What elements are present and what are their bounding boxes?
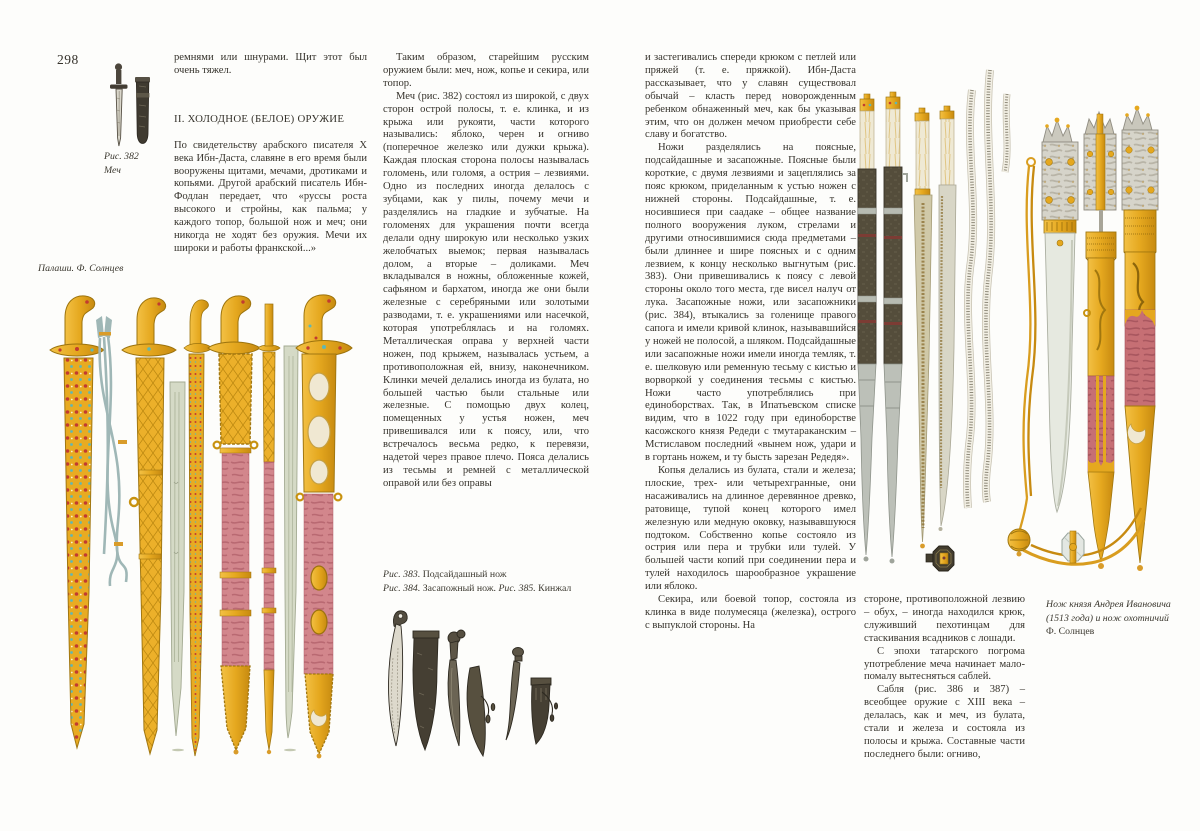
middle-column [383, 52, 589, 491]
crystal-bead [1062, 531, 1084, 563]
caption-artist: Ф. Солнцев [1046, 626, 1095, 637]
palash-gold-crimson [208, 296, 260, 755]
belt-knife-dark-scabbard-2 [884, 92, 907, 564]
sword-and-scabbard-drawing [106, 58, 158, 150]
caption-line1: Нож князя Андрея Ивановича [1046, 599, 1171, 610]
paragraph: Меч (рис. 382) состоял из широкой, с двух сторон острой полосы, т. е. клинка, и из крыжа или рукояти, части которого назывались: яблоко, черен и огниво (поперечное железко или дужки крыжа). Каждая плоская сторона полосы называлась голомень, или голомя, а острия – лезвиями. Одно из последних иногда делалось с зубцами, как у пилы, почему мечи и разделялись на гладкие и зубчатые. На голоменях для украшения почти всегда делали одну широкую или несколько узких желобчатых выемок; первая называлась долом, а вторые – доликами. Меч вкладывался в ножны, обложенные кожей, сафьяном и бархатом, иногда же они были железные с серебряными или золотыми разводами, т. е. украшениями или насечкой, которая употреблялась и на голомях. Металлическая оправа у верхней части ножен, под крыжем, называлась устьем, а противоположная ей, внизу, наконечником. Клинки мечей делались иногда из булата, но большей частью были стальные или железные. С помощью двух колец, помещенных у устья ножен, меч привешивался или к поясу, или, что встречалось весьма редко, к перевязи, надетой через правое плечо. Пояса делались из тесьмы и ремней с металлической оправой или без оправы [383, 90, 589, 489]
paragraph: и застегивались спереди крюком с петлей или пряжей (т. е. пряжкой). Ибн-Даста рассказывает, что у славян существовал обычай – класть перед новорожденным ребенком обнаженный меч, как бы указывая этим, что он должен мечом приобрести себе славу и богатство. [645, 52, 856, 141]
palashi-plate-caption: Палаши. Ф. Солнцев [38, 263, 124, 274]
knives-plate-caption [1046, 598, 1196, 639]
inscribed-blade-strips [967, 70, 1007, 508]
paragraph: Секира, или боевой топор, состояла из клинка в виде полумесяца (железка), острого с выпуклой стороны. На [645, 594, 856, 631]
fig385-ref: Рис. 385. [498, 583, 536, 594]
right-column-2 [864, 594, 1025, 762]
fig382-caption-line2: Меч [104, 164, 121, 176]
palash-blade [170, 382, 185, 751]
knives-colour-drawing [853, 58, 1198, 623]
fig385-label: Кинжал [538, 583, 572, 594]
fig382-caption-line1: Рис. 382 [104, 151, 139, 162]
fig382-sword-illustration [106, 58, 158, 150]
paragraph: Ножи разделялись на поясные, подсайдашные и засапожные. Поясные были короткие, с двумя лезвиями и зацеплялись за пояс крюком, приделанным к устью ножен с нижней стороны. Подсайдашные, т. е. носившиеся при саадаке – общее название полного вооружения луком, стрелами и другими относившимися сюда предметами – были длиннее и шире поясных и с одним лезвием, к концу несколько выгнутым (рис. 383). Они привешивались к поясу с левой стороны около того места, где висел налуч от лука. Засапожные ножи, или засапожники (рис. 384), втыкались за голенище правого сапога и имели кривой клинок, называвшийся у ножей не полосой, а шляком. Подсайдашные или засапожные ножи имели иногда темляк, т. е. шелковую или ременную тесьму с кистью и ворворкой у соединения тесьмы с кистью. Ножи часто употреблялись при единоборствах. Так, в Ипатьевском списке видим, что в 1022 году при единоборстве касожского князя Редеди с тмутараканским – Мстиславом последний «вынем нож, удари и в гортань ножем, и ту бысть зарезан Редедя». [645, 142, 856, 464]
paragraph: ремнями или шнурами. Щит этот был очень тяжел. [174, 52, 367, 76]
palash-blade-2 [284, 346, 298, 751]
prince-knife [1042, 118, 1078, 512]
bone-hilt-knife-curved [939, 106, 957, 531]
sword-narrow-studded [184, 300, 212, 756]
knives-engraving-illustration [384, 608, 564, 793]
paragraph: По свидетельству арабского писателя X века Ибн-Даста, славяне в его время были вооружены щитами, мечами, дротиками и копьями. Другой арабский писатель Ибн-Фодлан передает, что «руссы роста высокого и стройны, как пальма; у каждого топор, большой нож и меч; они никогда не ходят без оружия. Мечи их широки и работы франкской...» [174, 139, 367, 254]
palash-studded [50, 296, 104, 748]
palash-medallions [296, 295, 352, 759]
right-column-1 [645, 52, 856, 633]
fig383-caption [383, 568, 571, 582]
hunting-knife-scabbard [1122, 106, 1158, 571]
fig384-label: Засапожный нож. [422, 583, 496, 594]
page-number: 298 [57, 52, 79, 67]
fig384-ref: Рис. 384. [383, 583, 421, 594]
knives-plate-illustration [853, 58, 1198, 623]
paragraph: Сабля (рис. 386 и 387) – всеобщее оружие с XIII века – делалась, как и меч, из булата, стали и железа и состояла из полосы и крыжа. Составные части последнего были: огниво, [864, 684, 1025, 760]
fig383-label: Подсайдашный нож [422, 569, 507, 580]
palashi-plate-illustration [38, 292, 372, 792]
paragraph: Копья делались из булата, стали и железа; плоские, трех- или четырехгранные, они насаживались на длинное деревянное древко, ратовище, тупой конец которого имел железную или медную оковку, называвшуюся подтоком. Собственно копье состояло из острия или пера и трубки или тулей. У большей части копий при соединении пера и тулей находилось шарообразное украшение или яблоко. [645, 465, 856, 593]
paragraph: стороне, противоположной лезвию – обух, – иногда находился крюк, служивший пехотинцам для стаскивания всадников с лошади. [864, 594, 1025, 644]
belt-knife-dark-scabbard [858, 94, 876, 562]
paragraph: С эпохи татарского погрома употребление меча начинает мало-помалу вытесняться саблей. [864, 645, 1025, 683]
palash-engraved [122, 298, 176, 754]
fig382-caption [104, 150, 139, 177]
sword-thin-crimson [258, 304, 280, 754]
knife-gold-scabbard [1084, 112, 1116, 569]
fig383-385-captions [383, 568, 571, 596]
section-heading: II. ХОЛОДНОЕ (БЕЛОЕ) ОРУЖИЕ [174, 112, 345, 125]
paragraph: Таким образом, старейшим русским оружием были: меч, нож, копье и секира, или топор. [383, 52, 589, 89]
sword-cords [96, 316, 127, 586]
bone-hilt-knife-inscribed [914, 108, 932, 548]
left-column-1 [174, 52, 367, 256]
fig383-ref: Рис. 383. [383, 569, 421, 580]
caption-line2: (1513 года) и нож охотничий [1046, 612, 1169, 624]
fig384-385-caption [383, 582, 571, 596]
palashi-drawing [38, 292, 372, 792]
belt-buckle [926, 546, 954, 571]
knives-engraving [384, 608, 564, 793]
